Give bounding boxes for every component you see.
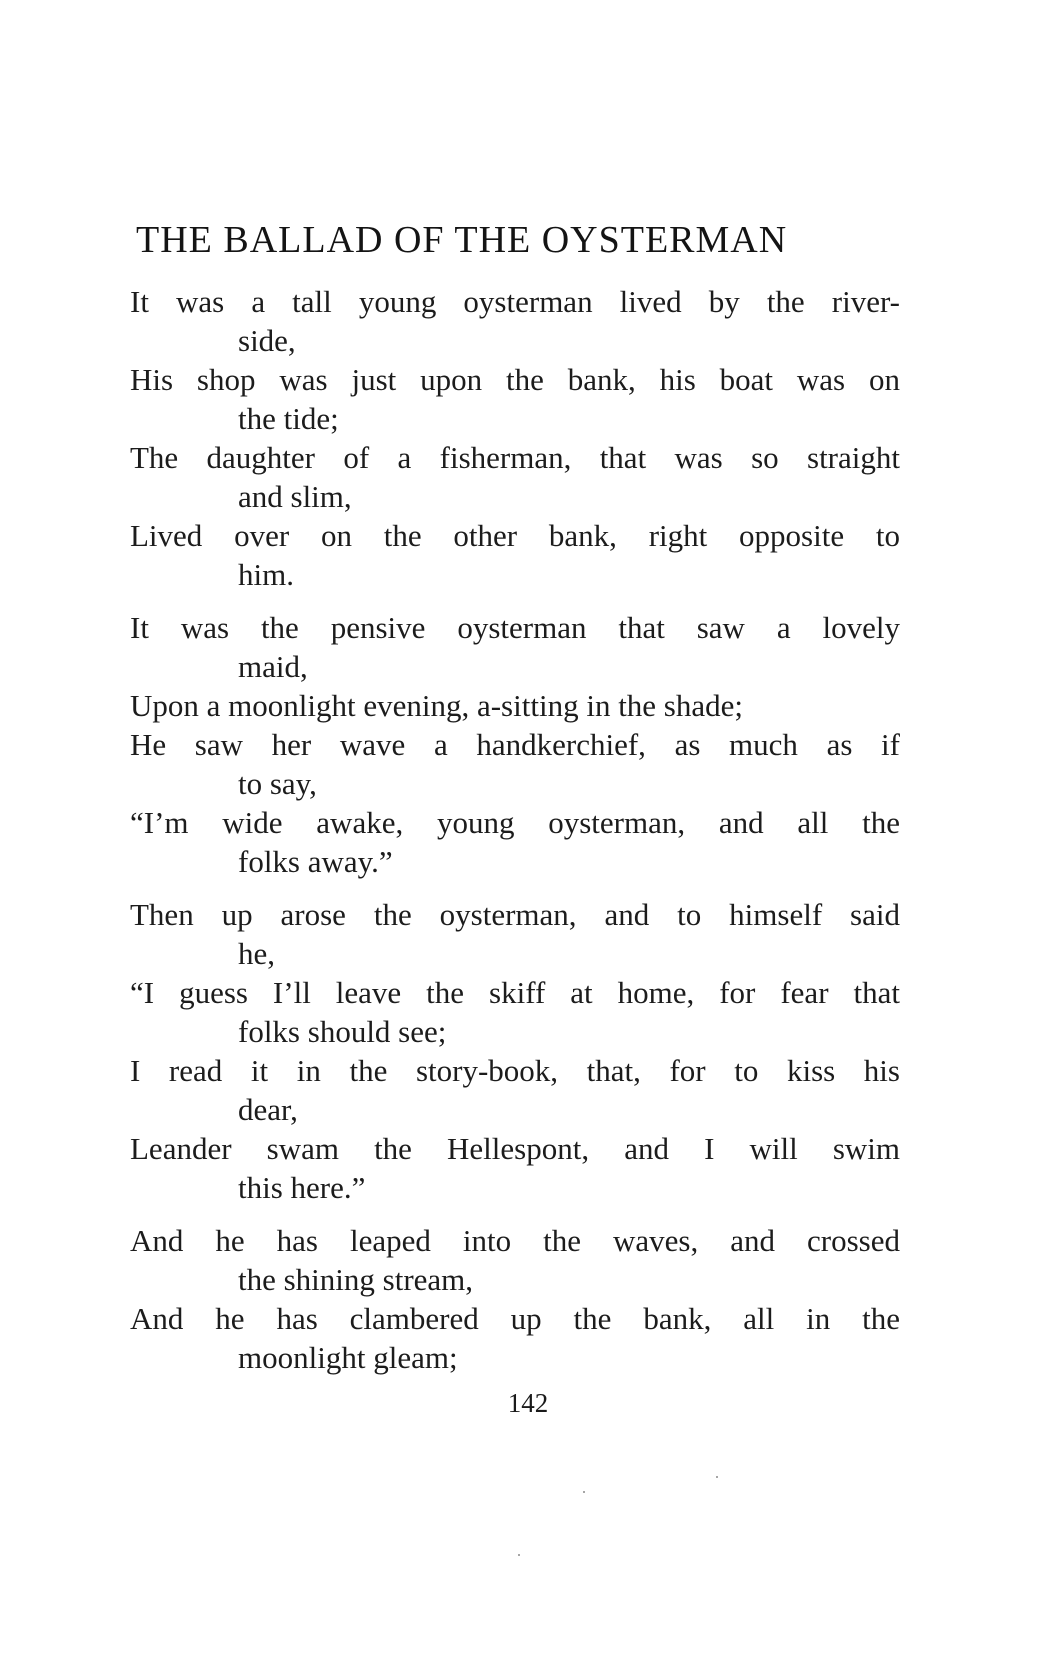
verse-line	[130, 438, 900, 516]
verse-line	[130, 1051, 900, 1129]
verse-line	[130, 725, 900, 803]
verse-line-continuation: folks should see;	[238, 1014, 447, 1049]
verse-line-text: It was a tall young oysterman lived by the river-	[130, 284, 900, 319]
verse-line	[130, 803, 900, 881]
print-speck	[716, 1476, 718, 1478]
verse-line-text: “I’m wide awake, young oysterman, and all the	[130, 805, 900, 840]
verse-line	[130, 516, 900, 594]
verse-line	[130, 1221, 900, 1299]
verse-line-continuation: and slim,	[238, 479, 352, 514]
verse-line-continuation: to say,	[238, 766, 317, 801]
verse-line-text: He saw her wave a handkerchief, as much as if	[130, 727, 900, 762]
verse-line-continuation: him.	[238, 557, 294, 592]
verse-line-continuation: he,	[238, 936, 276, 971]
poem-title: THE BALLAD OF THE OYSTERMAN	[136, 219, 788, 261]
verse-line-continuation: side,	[238, 323, 296, 358]
verse-line-continuation: maid,	[238, 649, 308, 684]
print-speck	[518, 1554, 520, 1556]
verse-line-text: I read it in the story-book, that, for to kiss his	[130, 1053, 900, 1088]
verse-line	[130, 686, 900, 725]
verse-line	[130, 360, 900, 438]
stanza	[130, 1221, 900, 1377]
verse-line-text: Leander swam the Hellespont, and I will swim	[130, 1131, 900, 1166]
print-speck	[583, 1491, 585, 1493]
verse-line-text: The daughter of a fisherman, that was so straight	[130, 440, 900, 475]
stanza	[130, 608, 900, 881]
verse-line-continuation: this here.”	[238, 1170, 366, 1205]
verse-line	[130, 1129, 900, 1207]
verse-line-text: And he has leaped into the waves, and crossed	[130, 1223, 900, 1258]
poem-body	[130, 282, 900, 1391]
verse-line-text: Upon a moonlight evening, a-sitting in the shade;	[130, 688, 744, 723]
verse-line-text: It was the pensive oysterman that saw a lovely	[130, 610, 900, 645]
verse-line-continuation: the shining stream,	[238, 1262, 474, 1297]
verse-line-continuation: the tide;	[238, 401, 339, 436]
verse-line	[130, 282, 900, 360]
verse-line	[130, 973, 900, 1051]
verse-line-text: His shop was just upon the bank, his boat was on	[130, 362, 900, 397]
verse-line-text: Lived over on the other bank, right opposite to	[130, 518, 900, 553]
verse-line	[130, 608, 900, 686]
page-number: 142	[507, 1388, 549, 1418]
verse-line-text: “I guess I’ll leave the skiff at home, for fear that	[130, 975, 900, 1010]
verse-line	[130, 1299, 900, 1377]
verse-line-continuation: dear,	[238, 1092, 298, 1127]
verse-line-continuation: moonlight gleam;	[238, 1340, 458, 1375]
verse-line-continuation: folks away.”	[238, 844, 393, 879]
stanza	[130, 895, 900, 1207]
verse-line-text: And he has clambered up the bank, all in the	[130, 1301, 900, 1336]
verse-line	[130, 895, 900, 973]
verse-line-text: Then up arose the oysterman, and to himself said	[130, 897, 900, 932]
stanza	[130, 282, 900, 594]
